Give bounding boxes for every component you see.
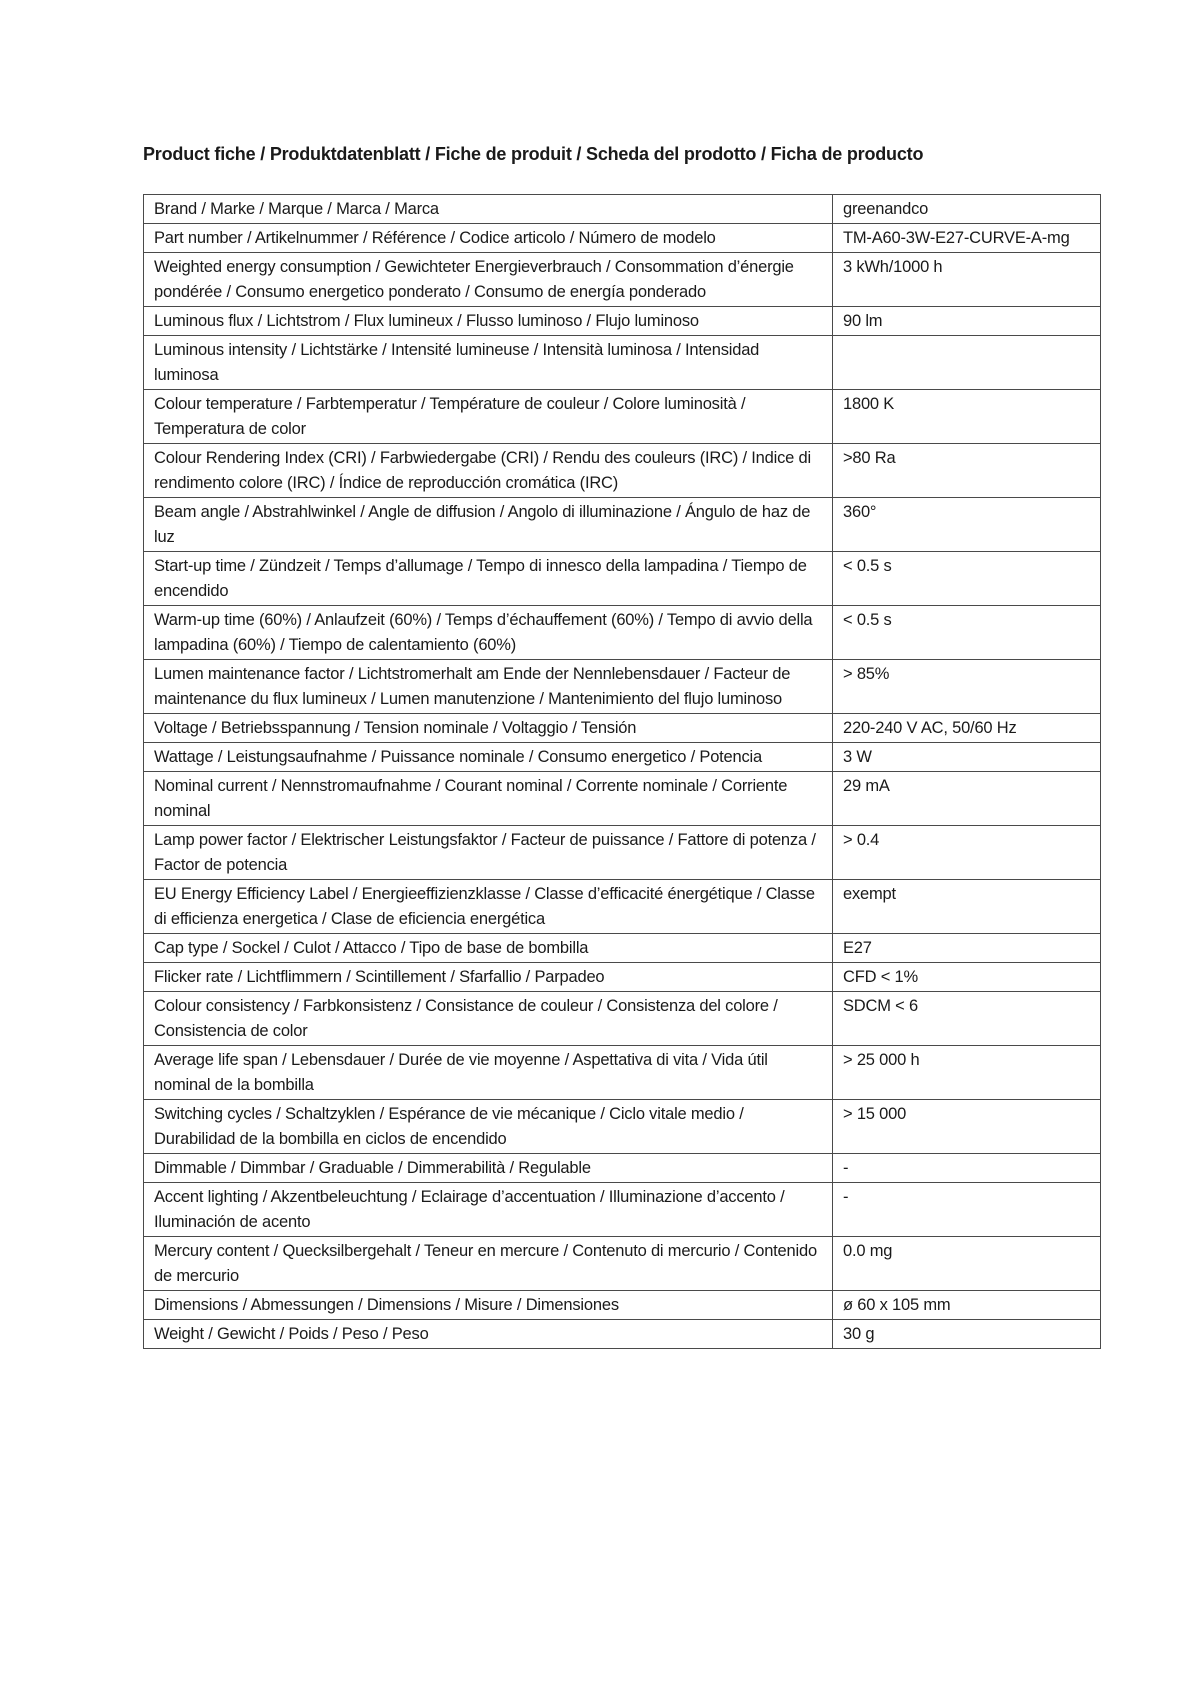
property-label: Switching cycles / Schaltzyklen / Espérance de vie mécanique / Ciclo vitale medio / Durabilidad de la bombilla en ciclos de encendido: [144, 1100, 833, 1154]
property-value: ø 60 x 105 mm: [833, 1291, 1101, 1320]
table-row: [144, 336, 1101, 390]
property-label: Beam angle / Abstrahlwinkel / Angle de diffusion / Angolo di illuminazione / Ángulo de haz de luz: [144, 498, 833, 552]
table-row: [144, 934, 1101, 963]
table-row: [144, 992, 1101, 1046]
property-value: 3 kWh/1000 h: [833, 253, 1101, 307]
property-label: Nominal current / Nennstromaufnahme / Courant nominal / Corrente nominale / Corriente nominal: [144, 772, 833, 826]
product-fiche-table: [143, 194, 1101, 1349]
table-row: [144, 1237, 1101, 1291]
property-label: Dimmable / Dimmbar / Graduable / Dimmerabilità / Regulable: [144, 1154, 833, 1183]
property-value: 30 g: [833, 1320, 1101, 1349]
property-value: CFD < 1%: [833, 963, 1101, 992]
property-label: Warm-up time (60%) / Anlaufzeit (60%) / Temps d’échauffement (60%) / Tempo di avvio della lampadina (60%) / Tiempo de calentamiento (60%): [144, 606, 833, 660]
property-label: Wattage / Leistungsaufnahme / Puissance nominale / Consumo energetico / Potencia: [144, 743, 833, 772]
property-value: 1800 K: [833, 390, 1101, 444]
property-value: > 15 000: [833, 1100, 1101, 1154]
table-row: [144, 253, 1101, 307]
property-value: -: [833, 1183, 1101, 1237]
property-value: greenandco: [833, 195, 1101, 224]
property-value: > 25 000 h: [833, 1046, 1101, 1100]
property-label: Colour temperature / Farbtemperatur / Température de couleur / Colore luminosità / Temperatura de color: [144, 390, 833, 444]
table-row: [144, 826, 1101, 880]
property-label: Accent lighting / Akzentbeleuchtung / Eclairage d’accentuation / Illuminazione d’accento / Iluminación de acento: [144, 1183, 833, 1237]
page-title: Product fiche / Produktdatenblatt / Fiche de produit / Scheda del prodotto / Ficha de producto: [143, 144, 924, 164]
property-label: Brand / Marke / Marque / Marca / Marca: [144, 195, 833, 224]
table-row: [144, 743, 1101, 772]
table-row: [144, 307, 1101, 336]
table-row: [144, 1046, 1101, 1100]
table-row: [144, 880, 1101, 934]
property-value: exempt: [833, 880, 1101, 934]
property-label: Weight / Gewicht / Poids / Peso / Peso: [144, 1320, 833, 1349]
table-row: [144, 963, 1101, 992]
table-row: [144, 1100, 1101, 1154]
property-value: TM-A60-3W-E27-CURVE-A-mg: [833, 224, 1101, 253]
property-value: [833, 336, 1101, 390]
property-value: 0.0 mg: [833, 1237, 1101, 1291]
property-label: Luminous intensity / Lichtstärke / Intensité lumineuse / Intensità luminosa / Intensidad luminosa: [144, 336, 833, 390]
table-row: [144, 714, 1101, 743]
table-row: [144, 660, 1101, 714]
property-label: Mercury content / Quecksilbergehalt / Teneur en mercure / Contenuto di mercurio / Contenido de mercurio: [144, 1237, 833, 1291]
property-label: Average life span / Lebensdauer / Durée de vie moyenne / Aspettativa di vita / Vida útil nominal de la bombilla: [144, 1046, 833, 1100]
property-value: 360°: [833, 498, 1101, 552]
property-value: 90 lm: [833, 307, 1101, 336]
property-value: > 85%: [833, 660, 1101, 714]
table-row: [144, 195, 1101, 224]
property-value: E27: [833, 934, 1101, 963]
property-value: 29 mA: [833, 772, 1101, 826]
property-label: Voltage / Betriebsspannung / Tension nominale / Voltaggio / Tensión: [144, 714, 833, 743]
property-label: Flicker rate / Lichtflimmern / Scintillement / Sfarfallio / Parpadeo: [144, 963, 833, 992]
property-label: Colour Rendering Index (CRI) / Farbwiedergabe (CRI) / Rendu des couleurs (IRC) / Indice di rendimento colore (IRC) / Índice de reproducción cromática (IRC): [144, 444, 833, 498]
property-value: 3 W: [833, 743, 1101, 772]
table-row: [144, 390, 1101, 444]
table-row: [144, 498, 1101, 552]
property-value: 220-240 V AC, 50/60 Hz: [833, 714, 1101, 743]
table-row: [144, 444, 1101, 498]
table-row: [144, 1291, 1101, 1320]
table-row: [144, 1154, 1101, 1183]
property-label: Part number / Artikelnummer / Référence / Codice articolo / Número de modelo: [144, 224, 833, 253]
table-row: [144, 1183, 1101, 1237]
property-label: Dimensions / Abmessungen / Dimensions / Misure / Dimensiones: [144, 1291, 833, 1320]
table-row: [144, 1320, 1101, 1349]
property-value: SDCM < 6: [833, 992, 1101, 1046]
property-label: Colour consistency / Farbkonsistenz / Consistance de couleur / Consistenza del colore / Consistencia de color: [144, 992, 833, 1046]
property-value: < 0.5 s: [833, 606, 1101, 660]
property-label: Lumen maintenance factor / Lichtstromerhalt am Ende der Nennlebensdauer / Facteur de maintenance du flux lumineux / Lumen manutenzione / Mantenimiento del flujo luminoso: [144, 660, 833, 714]
property-label: Cap type / Sockel / Culot / Attacco / Tipo de base de bombilla: [144, 934, 833, 963]
property-value: < 0.5 s: [833, 552, 1101, 606]
property-label: EU Energy Efficiency Label / Energieeffizienzklasse / Classe d’efficacité énergétique / Classe di efficienza energetica / Clase de eficiencia energética: [144, 880, 833, 934]
property-value: > 0.4: [833, 826, 1101, 880]
property-label: Weighted energy consumption / Gewichteter Energieverbrauch / Consommation d’énergie pondérée / Consumo energetico ponderato / Consumo de energía ponderado: [144, 253, 833, 307]
table-row: [144, 552, 1101, 606]
table-row: [144, 224, 1101, 253]
table-row: [144, 606, 1101, 660]
property-label: Luminous flux / Lichtstrom / Flux lumineux / Flusso luminoso / Flujo luminoso: [144, 307, 833, 336]
table-row: [144, 772, 1101, 826]
property-label: Lamp power factor / Elektrischer Leistungsfaktor / Facteur de puissance / Fattore di potenza / Factor de potencia: [144, 826, 833, 880]
property-value: >80 Ra: [833, 444, 1101, 498]
property-value: -: [833, 1154, 1101, 1183]
property-label: Start-up time / Zündzeit / Temps d’allumage / Tempo di innesco della lampadina / Tiempo de encendido: [144, 552, 833, 606]
